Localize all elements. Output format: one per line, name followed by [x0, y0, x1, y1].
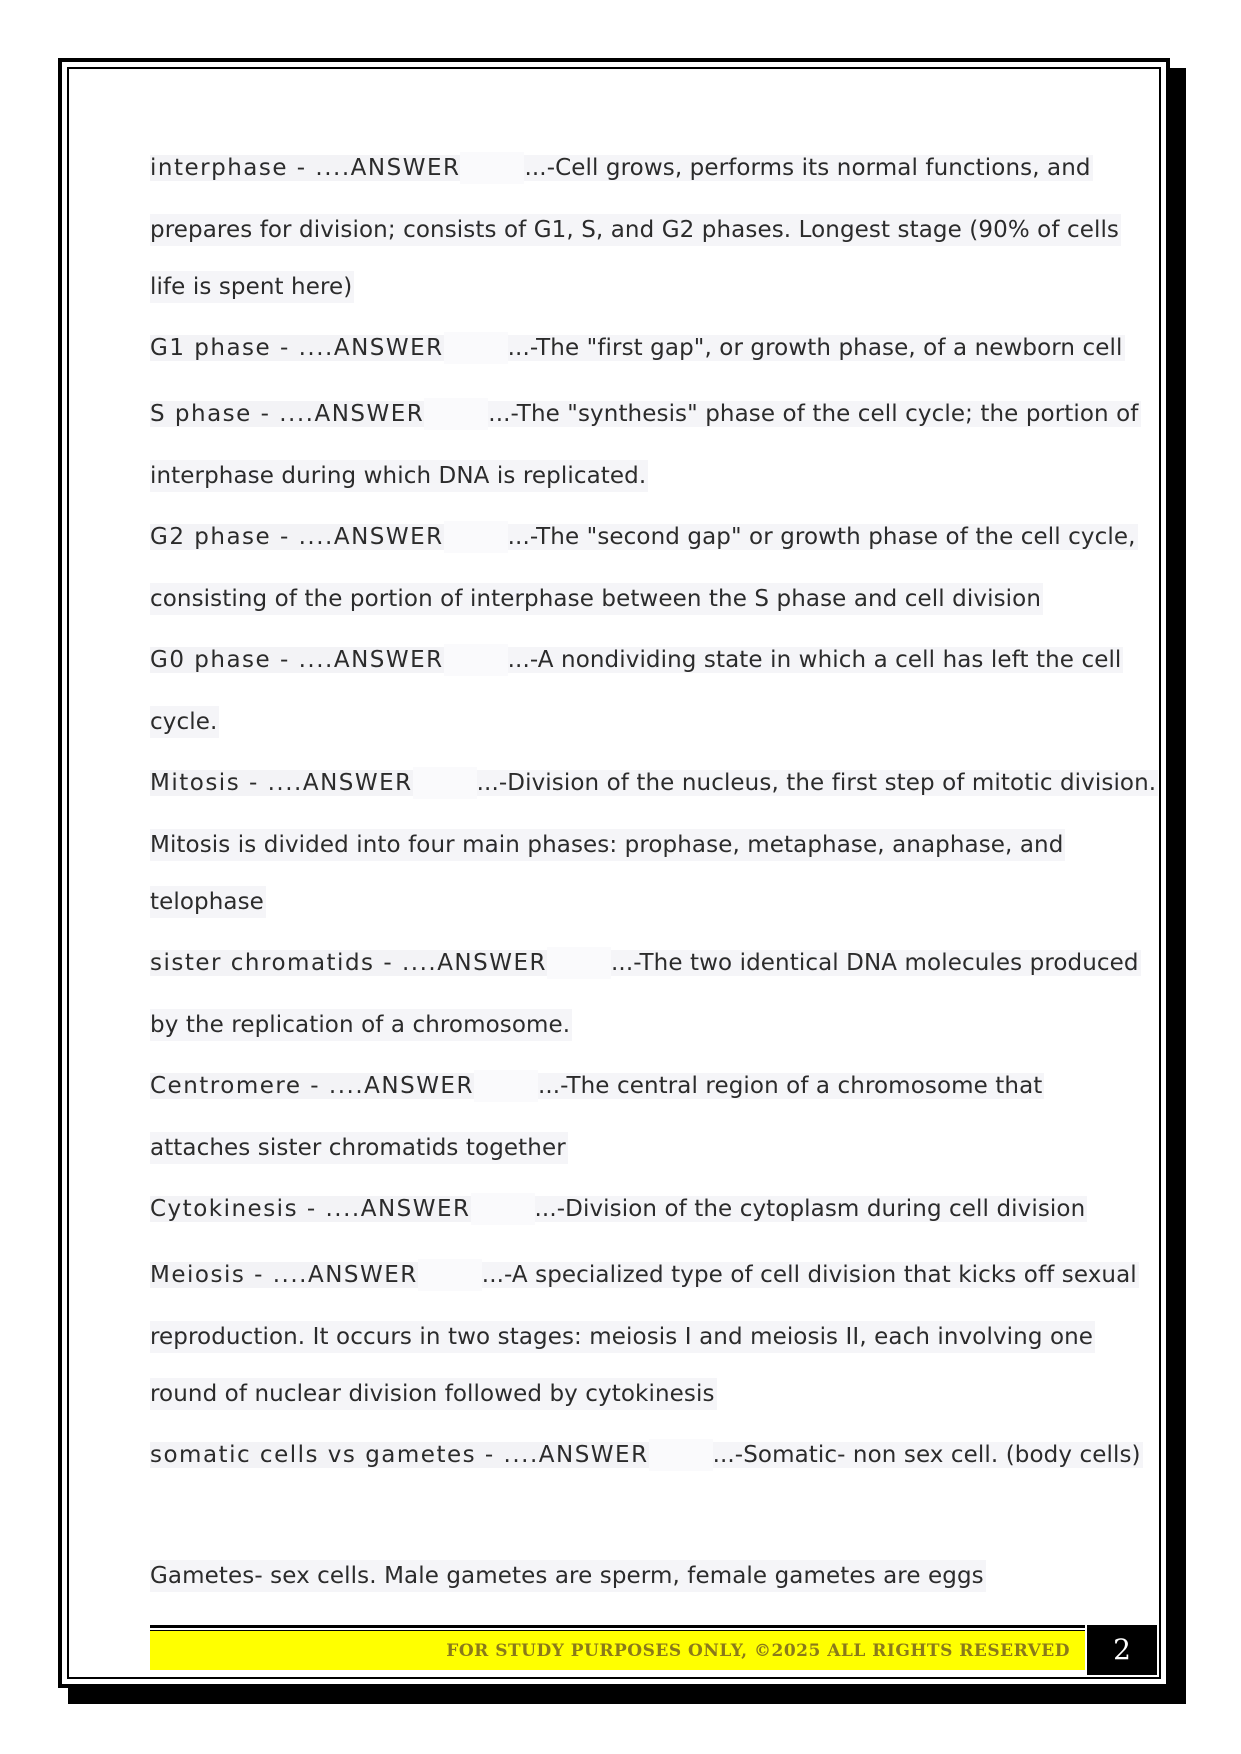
page-number: 2 — [1087, 1625, 1157, 1675]
answer-continuation: Gametes- sex cells. Male gametes are sperm, female gametes are eggs — [150, 1560, 986, 1592]
answer-continuation: cycle. — [150, 706, 219, 738]
question-term: Cytokinesis - ....ANSWER — [150, 1196, 471, 1222]
answer-gap — [424, 398, 488, 430]
entry-g0-head — [150, 644, 1123, 676]
question-term: G2 phase - ....ANSWER — [150, 524, 444, 550]
answer-continuation: reproduction. It occurs in two stages: meiosis I and meiosis II, each involving one — [150, 1321, 1095, 1353]
entry-meiosis-head — [150, 1259, 1139, 1291]
question-term: Meiosis - ....ANSWER — [150, 1262, 418, 1288]
footer-rule — [150, 1625, 1085, 1628]
entry-mitosis-head — [150, 767, 1158, 799]
question-term: G0 phase - ....ANSWER — [150, 647, 444, 673]
answer-gap — [444, 644, 508, 676]
answer-text: ...-The two identical DNA molecules produced — [611, 950, 1139, 976]
answer-gap — [460, 152, 524, 184]
answer-gap — [471, 1193, 535, 1225]
answer-continuation: attaches sister chromatids together — [150, 1132, 568, 1164]
entry-sister-chromatids-head — [150, 947, 1141, 979]
entry-interphase-head — [150, 152, 1093, 184]
entry-somatic-gametes-head — [150, 1439, 1143, 1471]
answer-continuation: prepares for division; consists of G1, S, and G2 phases. Longest stage (90% of cells — [150, 214, 1121, 246]
answer-text: ...-Cell grows, performs its normal functions, and — [524, 155, 1091, 181]
page-frame-inner-border — [67, 67, 1161, 1679]
answer-gap — [444, 332, 508, 364]
answer-text: ...-Division of the nucleus, the first step of mitotic division. — [476, 770, 1157, 796]
entry-g1-head — [150, 332, 1125, 364]
answer-text: ...-A specialized type of cell division that kicks off sexual — [481, 1262, 1137, 1288]
answer-continuation: telophase — [150, 886, 266, 918]
answer-continuation: by the replication of a chromosome. — [150, 1009, 572, 1041]
answer-gap — [444, 521, 508, 553]
entry-s-head — [150, 398, 1141, 430]
question-term: S phase - ....ANSWER — [150, 401, 425, 427]
answer-gap — [474, 1070, 538, 1102]
answer-continuation: interphase during which DNA is replicated. — [150, 460, 648, 492]
question-term: G1 phase - ....ANSWER — [150, 335, 444, 361]
answer-continuation: round of nuclear division followed by cytokinesis — [150, 1378, 717, 1410]
entry-centromere-head — [150, 1070, 1044, 1102]
answer-gap — [418, 1259, 482, 1291]
entry-cytokinesis-head — [150, 1193, 1087, 1225]
question-term: somatic cells vs gametes - ....ANSWER — [150, 1442, 649, 1468]
question-term: interphase - ....ANSWER — [150, 155, 461, 181]
answer-text: ...-A nondividing state in which a cell has left the cell — [507, 647, 1122, 673]
question-term: sister chromatids - ....ANSWER — [150, 950, 547, 976]
answer-text: ...-The "second gap" or growth phase of the cell cycle, — [507, 524, 1136, 550]
question-term: Centromere - ....ANSWER — [150, 1073, 474, 1099]
answer-continuation: life is spent here) — [150, 271, 354, 303]
answer-gap — [413, 767, 477, 799]
footer-notice: FOR STUDY PURPOSES ONLY, ©2025 ALL RIGHTS RESERVED — [150, 1630, 1085, 1670]
answer-continuation: consisting of the portion of interphase between the S phase and cell division — [150, 583, 1043, 615]
answer-text: ...-The central region of a chromosome that — [537, 1073, 1043, 1099]
answer-text: ...-The "synthesis" phase of the cell cycle; the portion of — [488, 401, 1139, 427]
answer-gap — [649, 1439, 713, 1471]
entry-g2-head — [150, 521, 1138, 553]
answer-gap — [547, 947, 611, 979]
answer-text: ...-Somatic- non sex cell. (body cells) — [712, 1442, 1141, 1468]
answer-continuation: Mitosis is divided into four main phases: prophase, metaphase, anaphase, and — [150, 829, 1065, 861]
answer-text: ...-Division of the cytoplasm during cell division — [534, 1196, 1086, 1222]
answer-text: ...-The "first gap", or growth phase, of a newborn cell — [507, 335, 1123, 361]
question-term: Mitosis - ....ANSWER — [150, 770, 413, 796]
